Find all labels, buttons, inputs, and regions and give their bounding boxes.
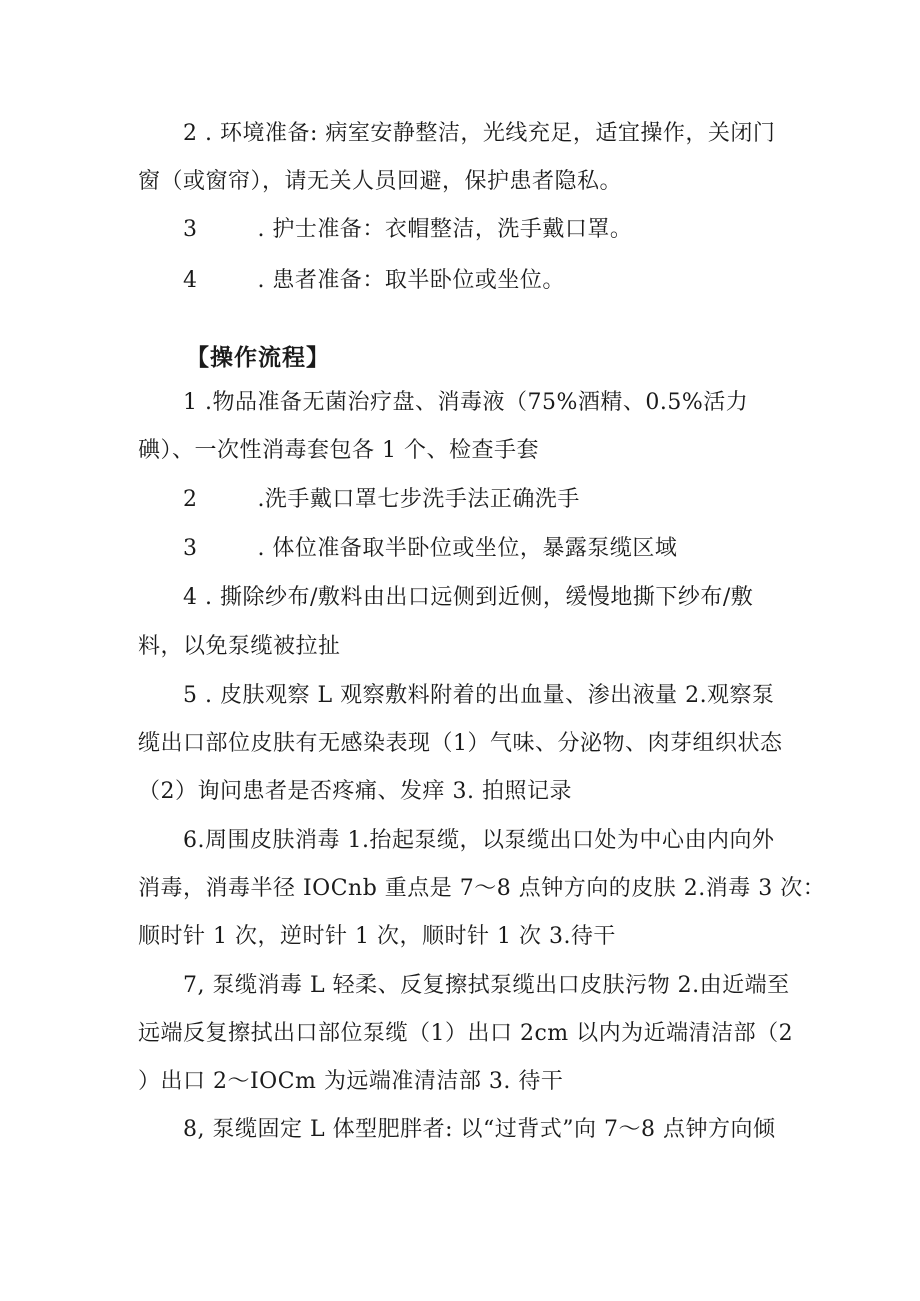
paragraph-line: 8, 泵缆固定 L 体型肥胖者: 以“过背式”向 7～8 点钟方向倾	[183, 1117, 776, 1142]
paragraph-line: 4 . 患者准备：取半卧位或坐位。	[183, 268, 565, 293]
paragraph-line: （2）询问患者是否疼痛、发痒 3. 拍照记录	[138, 779, 572, 804]
paragraph-line: 2 .洗手戴口罩七步洗手法正确洗手	[183, 487, 580, 512]
paragraph-line: 料，以免泵缆被拉扯	[138, 634, 341, 659]
paragraph-line: 5 . 皮肤观察 L 观察敷料附着的出血量、渗出液量 2.观察泵	[183, 683, 775, 708]
paragraph-line: 消毒，消毒半径 IOCnb 重点是 7～8 点钟方向的皮肤 2.消毒 3 次：	[138, 876, 826, 901]
section-heading: 【操作流程】	[186, 345, 330, 371]
paragraph-line: 6.周围皮肤消毒 1.抬起泵缆，以泵缆出口处为中心由内向外	[183, 828, 775, 853]
paragraph-line: 远端反复擦拭出口部位泵缆（1）出口 2cm 以内为近端清洁部（2	[138, 1021, 794, 1046]
paragraph-line: 碘）、一次性消毒套包各 1 个、检查手套	[138, 438, 539, 463]
paragraph-line: 3 . 护士准备：衣帽整洁，洗手戴口罩。	[183, 217, 633, 242]
paragraph-line: 4 . 撕除纱布/敷料由出口远侧到近侧，缓慢地撕下纱布/敷	[183, 585, 754, 610]
paragraph-line: 2 . 环境准备: 病室安静整洁，光线充足，适宜操作，关闭门	[183, 121, 776, 146]
paragraph-line: 缆出口部位皮肤有无感染表现（1）气味、分泌物、肉芽组织状态	[138, 731, 783, 756]
paragraph-line: 1 .物品准备无菌治疗盘、消毒液（75%酒精、0.5%活力	[183, 390, 749, 415]
paragraph-line: 3 . 体位准备取半卧位或坐位，暴露泵缆区域	[183, 536, 678, 561]
paragraph-line: 顺时针 1 次，逆时针 1 次，顺时针 1 次 3.待干	[138, 924, 616, 949]
paragraph-line: 窗（或窗帘），请无关人员回避，保护患者隐私。	[138, 169, 623, 194]
paragraph-line: ）出口 2～IOCm 为远端准清洁部 3. 待干	[138, 1069, 564, 1094]
paragraph-line: 7, 泵缆消毒 L 轻柔、反复擦拭泵缆出口皮肤污物 2.由近端至	[183, 973, 790, 998]
